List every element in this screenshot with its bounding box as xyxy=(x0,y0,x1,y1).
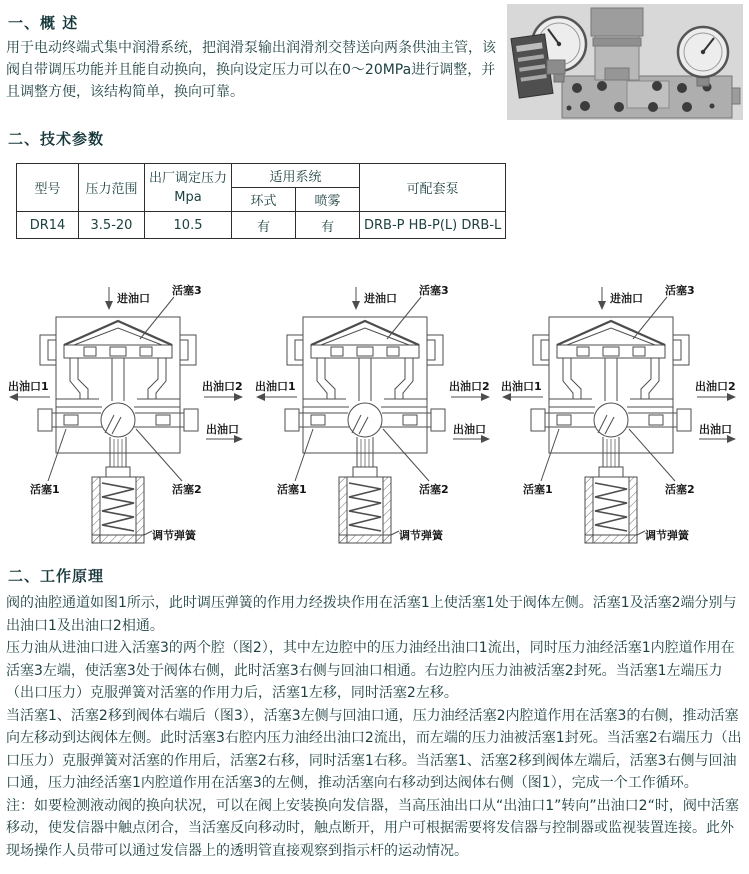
col-header-pressure-range: 压力范围 xyxy=(79,164,145,212)
principle-paragraph-2: 压力油从进油口进入活塞3的两个腔（图2），其中左边腔中的压力油经出油口1流出，同时压力油经活塞1内腔道作用在活塞3左端，使活塞3处于阀体右侧，此时活塞3右侧与回油口相通。右边腔内压力油被活塞2封死。当活塞1左端压力（出口压力）克服弹簧对活塞的作用力后，活塞1左移，同时活塞2左移。 xyxy=(6,640,735,701)
valve-product-image xyxy=(507,4,743,120)
valve-cross-section-diagram xyxy=(6,281,250,549)
principle-paragraph-3: 当活塞1、活塞2移到阀体右端后（图3），活塞3左侧与回油口通，压力油经活塞2内腔道作用在活塞3的右侧，推动活塞向左移动到达阀体左侧。此时活塞3右腔内压力油经出油口2流出，而左端的压力油被活塞1封死。当活塞2右端压力（出口压力）克服弹簧对活塞的作用后，活塞2右移，同时活塞1右移。当活塞1、活塞2移到阀体左端后，活塞3右侧与回油口通，压力油经活塞1内腔道作用在活塞3的左侧，推动活塞向右移动到达阀体右侧（图1），完成一个工作循环。 xyxy=(6,707,742,791)
cell-factory-pressure: 10.5 xyxy=(145,212,232,239)
outlet-label: 出油口 xyxy=(206,423,239,436)
valve-drawing xyxy=(9,287,243,543)
tech-params-table xyxy=(16,163,506,239)
col-header-factory-pressure xyxy=(145,164,232,212)
product-photo xyxy=(507,4,743,120)
outlet1-label: 出油口1 xyxy=(501,380,542,393)
cell-compatible-pumps: DRB-P HB-P(L) DRB-L xyxy=(360,212,506,239)
piston3-label: 活塞3 xyxy=(172,284,202,297)
valve-drawing xyxy=(256,287,490,543)
table-row xyxy=(17,212,506,239)
overview-section xyxy=(6,4,743,120)
col-header-model: 型号 xyxy=(17,164,79,212)
valve-block xyxy=(562,76,740,118)
piston1-label: 活塞1 xyxy=(523,483,553,496)
cell-model: DR14 xyxy=(17,212,79,239)
piston1-label: 活塞1 xyxy=(30,483,60,496)
overview-text-block xyxy=(6,4,506,103)
working-principle-section xyxy=(6,565,743,862)
valve-cross-section-diagram xyxy=(499,281,743,549)
inlet-label: 进油口 xyxy=(363,292,397,305)
valve-cross-section-diagram xyxy=(253,281,497,549)
piston2-label: 活塞2 xyxy=(665,483,695,496)
col-header-ring: 环式 xyxy=(232,188,296,212)
tech-params-heading: 二、技术参数 xyxy=(8,130,105,148)
col-header-compatible-pumps: 可配套泵 xyxy=(360,164,506,212)
cell-spray: 有 xyxy=(296,212,360,239)
piston2-label: 活塞2 xyxy=(172,483,202,496)
col-header-factory-pressure-line1: 出厂调定压力 xyxy=(149,170,228,186)
col-header-spray: 喷雾 xyxy=(296,188,360,212)
outlet-label: 出油口 xyxy=(699,423,732,436)
col-header-applicable-system: 适用系统 xyxy=(232,164,360,188)
col-header-factory-pressure-line2: Mpa xyxy=(174,189,202,205)
overview-paragraph: 用于电动终端式集中润滑系统，把润滑泵输出润滑剂交替送向两条供油主管，该阀自带调压功能并且能自动换向，换向设定压力可以在0～20MPa进行调整，并且调整方便，该结构简单，换向可靠。 xyxy=(6,40,496,100)
valve-diagrams-row xyxy=(6,281,743,549)
outlet1-label: 出油口1 xyxy=(254,380,296,393)
piston2-label: 活塞2 xyxy=(418,483,449,496)
gauge-connector xyxy=(547,60,565,74)
valve-labels xyxy=(8,283,243,542)
outlet2-label: 出油口2 xyxy=(448,380,490,393)
piston3-label: 活塞3 xyxy=(418,284,449,297)
cylinder xyxy=(591,8,643,80)
cell-ring: 有 xyxy=(232,212,296,239)
valve-labels xyxy=(501,283,736,542)
overview-heading: 一、概 述 xyxy=(8,14,79,32)
spring-label: 调节弹簧 xyxy=(398,529,443,542)
spring-label: 调节弹簧 xyxy=(645,529,689,542)
principle-paragraph-1: 阀的油腔通道如图1所示，此时调压弹簧的作用力经拨块作用在活塞1上使活塞1处于阀体左侧。活塞1及活塞2端分别与出油口1及出油口2相通。 xyxy=(6,595,737,634)
outlet2-label: 出油口2 xyxy=(695,380,736,393)
inlet-label: 进油口 xyxy=(117,292,150,305)
piston1-label: 活塞1 xyxy=(276,483,307,496)
piston3-label: 活塞3 xyxy=(665,284,695,297)
inlet-label: 进油口 xyxy=(610,292,643,305)
working-principle-heading: 二、工作原理 xyxy=(8,567,105,585)
valve-labels xyxy=(255,283,490,542)
outlet2-label: 出油口2 xyxy=(202,380,243,393)
cell-pressure-range: 3.5-20 xyxy=(79,212,145,239)
outlet1-label: 出油口1 xyxy=(8,380,49,393)
outlet-label: 出油口 xyxy=(452,423,486,436)
principle-note: 注：如要检测液动阀的换向状况，可以在阀上安装换向发信器，当高压油出口从“出油口1”转向”出油口2“时，阀中活塞移动，使发信器中触点闭合，当活塞反向移动时，触点断开，用户可根据需要将发信器与控制器或监视装置连接。此外现场操作人员带可以通过发信器上的透明管直接观察到指示杆的运动情况。 xyxy=(6,797,739,859)
spring-label: 调节弹簧 xyxy=(152,529,196,542)
valve-drawing xyxy=(502,287,736,543)
tech-params-section xyxy=(6,128,743,239)
